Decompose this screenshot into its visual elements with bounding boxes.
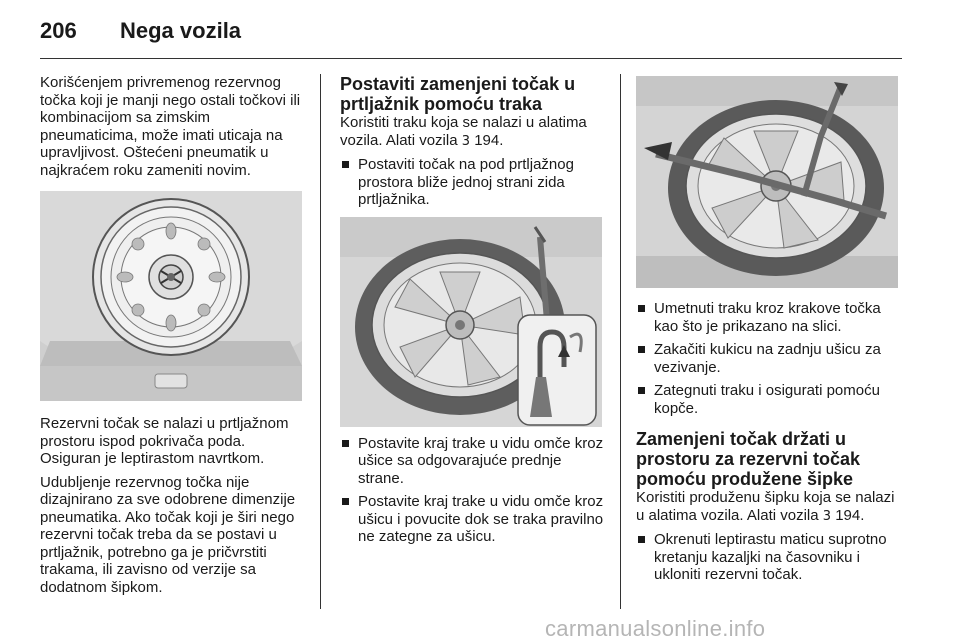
list-item-text: Zakačiti kukicu na zadnju ušicu za vezivanje. [654,341,881,376]
square-bullet-icon [638,346,645,353]
extension-rod-intro-text: Koristiti produženu šipku koja se nalazi u alatima vozila. Alati vozila [636,489,895,524]
list-item-text: Postavite kraj trake u vidu omče kroz ušice sa odgovarajuće prednje strane. [358,434,604,487]
square-bullet-icon [638,305,645,312]
list-item [636,341,906,376]
square-bullet-icon [342,498,349,505]
header-rule [40,58,902,59]
intro-paragraph: Korišćenjem privremenog rezervnog točka koji je manji nego ostali točkovi ili kombinacijom sa zimskim pneumaticima, može imati uticaja na upravljivost. Oštećeni pneumatik u najkraćem roku zameniti novim. [40,74,301,179]
extension-rod-section-heading: Zamenjeni točak držati u prostoru za rezervni točak pomoću produžene šipke [636,429,861,489]
strap-wheel-illustration [340,217,602,427]
list-item-text: Postavite kraj trake u vidu omče kroz ušicu i povucite dok se traka pravilno ne zategne za ušicu. [358,493,604,545]
list-item-text: Postaviti točak na pod prtljažnog prostora bliže jednoj strani zida prtljažnika. [358,156,574,208]
square-bullet-icon [342,440,349,447]
page-reference-arrow-icon: 3 [461,133,471,149]
column-left [40,74,304,596]
strap-steps-list-continued [340,435,604,546]
list-item [636,531,906,584]
square-bullet-icon [638,536,645,543]
watermark-text: carmanualsonline.info [545,616,766,641]
strap-intro-text: Koristiti traku koja se nalazi u alatima vozila. Alati vozila [340,114,587,149]
strap-steps-list [340,156,604,209]
list-item [340,435,604,488]
strap-through-spokes-figure [636,76,898,288]
page-reference-arrow-icon: 3 [822,508,832,524]
list-item [340,493,604,546]
list-item-text: Zategnuti traku i osigurati pomoću kopče. [654,382,880,417]
page-header [40,18,920,58]
square-bullet-icon [342,161,349,168]
extension-rod-steps-list [636,531,906,584]
strap-intro-page: 194. [474,131,504,149]
list-item [636,300,906,335]
column-divider-1 [320,74,321,609]
page-title: Nega vozila [120,18,242,43]
page-number: 206 [40,18,77,43]
list-item-text: Okrenuti leptirastu maticu suprotno kretanju kazaljki na časovniku i ukloniti rezervni točak. [654,531,887,583]
list-item [340,156,604,209]
strap-section-heading: Postaviti zamenjeni točak u prtljažnik pomoću traka [340,74,576,114]
list-item-text: Umetnuti traku kroz krakove točka kao što je prikazano na slici. [654,300,881,335]
strap-wheel-figure [340,217,602,427]
spare-wheel-illustration [40,191,302,401]
strap-through-spokes-illustration [636,76,898,288]
location-paragraph: Rezervni točak se nalazi u prtljažnom prostoru ispod pokrivača poda. Osiguran je leptirastom navrtkom. [40,415,289,467]
threading-steps-list [636,300,906,417]
column-middle [340,74,604,546]
square-bullet-icon [638,387,645,394]
column-right [636,74,906,584]
column-divider-2 [620,74,621,609]
extension-rod-intro-page: 194. [835,506,865,524]
extension-rod-intro [636,489,906,525]
spare-wheel-figure [40,191,302,401]
strap-intro [340,114,604,150]
recess-paragraph: Udubljenje rezervnog točka nije dizajnirano za sve odobrene dimenzije pneumatika. Ako točak koji je širi nego rezervni točak treba da se postavi u prtljažnik, potrebno ga je pričvrstiti trakama, ili zavisno od verzije sa dodatnom šipkom. [40,473,296,596]
list-item [636,382,906,417]
